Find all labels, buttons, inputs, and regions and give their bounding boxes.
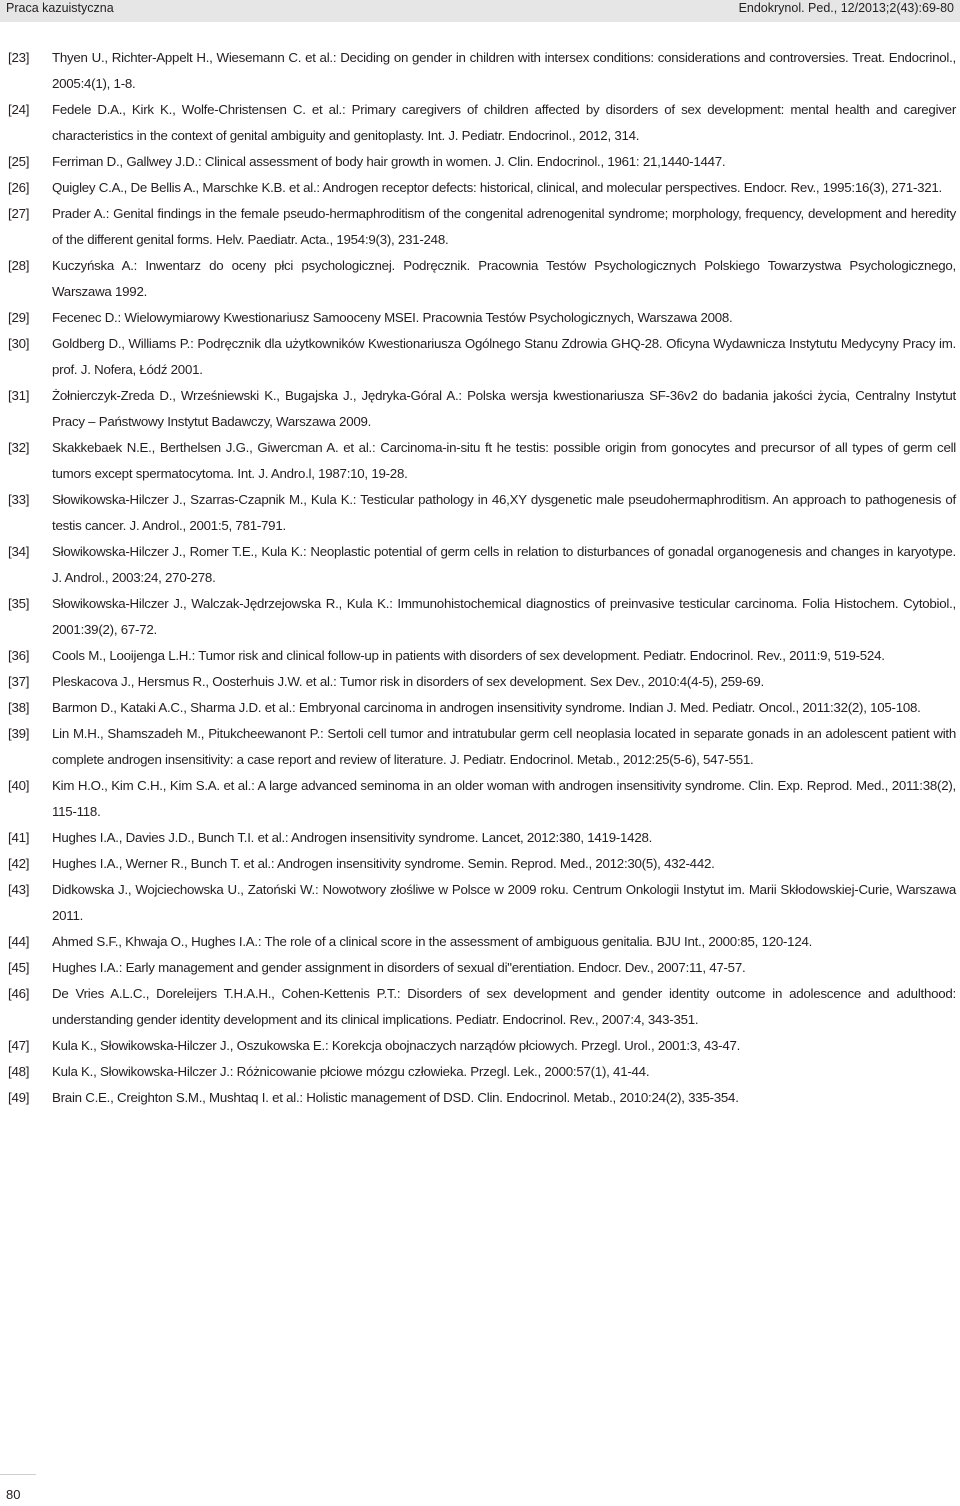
reference-number: [23]	[8, 50, 30, 65]
page-number: 80	[6, 1487, 21, 1502]
running-header	[0, 0, 960, 22]
reference-item	[8, 643, 956, 669]
reference-text: Cools M., Looijenga L.H.: Tumor risk and clinical follow-up in patients with disorders of sex development. Pediatr. Endocrinol. Rev., 2011:9, 519-524.	[52, 648, 885, 663]
reference-text: Kuczyńska A.: Inwentarz do oceny płci psychologicznej. Podręcznik. Pracownia Testów Psychologicznych Polskiego Towarzystwa Psychologicznego, Warszawa 1992.	[52, 258, 956, 299]
reference-number: [39]	[8, 726, 30, 741]
reference-item	[8, 955, 956, 981]
reference-number: [38]	[8, 700, 30, 715]
reference-number: [47]	[8, 1038, 30, 1053]
reference-text: Pleskacova J., Hersmus R., Oosterhuis J.W. et al.: Tumor risk in disorders of sex development. Sex Dev., 2010:4(4-5), 259-69.	[52, 674, 764, 689]
reference-text: Fedele D.A., Kirk K., Wolfe-Christensen C. et al.: Primary caregivers of children affected by disorders of sex development: mental health and caregiver characteristics in the context of genital ambiguity and genitoplasty. Int. J. Pediatr. Endocrinol., 2012, 314.	[52, 102, 956, 143]
reference-item	[8, 97, 956, 149]
reference-text: Słowikowska-Hilczer J., Romer T.E., Kula K.: Neoplastic potential of germ cells in relation to disturbances of gonadal organogenesis and changes in karyotype. J. Androl., 2003:24, 270-278.	[52, 544, 956, 585]
reference-number: [49]	[8, 1090, 30, 1105]
reference-number: [42]	[8, 856, 30, 871]
reference-text: Kim H.O., Kim C.H., Kim S.A. et al.: A large advanced seminoma in an older woman with androgen insensitivity syndrome. Clin. Exp. Reprod. Med., 2011:38(2), 115-118.	[52, 778, 956, 819]
reference-text: Prader A.: Genital findings in the female pseudo-hermaphroditism of the congenital adrenogenital syndrome; morphology, frequency, development and heredity of the different genital forms. Helv. Paediatr. Acta., 1954:9(3), 231-248.	[52, 206, 956, 247]
reference-item	[8, 669, 956, 695]
reference-text: Skakkebaek N.E., Berthelsen J.G., Giwercman A. et al.: Carcinoma-in-situ ft he testis: possible origin from gonocytes and precursor of all types of germ cell tumors except spermatocytoma. Int. J. Andro.l, 1987:10, 19-28.	[52, 440, 956, 481]
reference-item	[8, 981, 956, 1033]
reference-item	[8, 331, 956, 383]
reference-item	[8, 383, 956, 435]
reference-number: [40]	[8, 778, 30, 793]
reference-text: Quigley C.A., De Bellis A., Marschke K.B. et al.: Androgen receptor defects: historical, clinical, and molecular perspectives. Endocr. Rev., 1995:16(3), 271-321.	[52, 180, 943, 195]
reference-number: [27]	[8, 206, 30, 221]
reference-number: [25]	[8, 154, 30, 169]
reference-item	[8, 435, 956, 487]
reference-text: Barmon D., Kataki A.C., Sharma J.D. et al.: Embryonal carcinoma in androgen insensitivity syndrome. Indian J. Med. Pediatr. Oncol., 2011:32(2), 105-108.	[52, 700, 921, 715]
reference-text: Słowikowska-Hilczer J., Walczak-Jędrzejowska R., Kula K.: Immunohistochemical diagnostics of preinvasive testicular carcinoma. Folia Histochem. Cytobiol., 2001:39(2), 67-72.	[52, 596, 956, 637]
reference-text: Ahmed S.F., Khwaja O., Hughes I.A.: The role of a clinical score in the assessment of ambiguous genitalia. BJU Int., 2000:85, 120-124.	[52, 934, 813, 949]
reference-number: [32]	[8, 440, 30, 455]
reference-text: Goldberg D., Williams P.: Podręcznik dla użytkowników Kwestionariusza Ogólnego Stanu Zdrowia GHQ-28. Oficyna Wydawnicza Instytutu Medycyny Pracy im. prof. J. Nofera, Łódź 2001.	[52, 336, 956, 377]
reference-text: Ferriman D., Gallwey J.D.: Clinical assessment of body hair growth in women. J. Clin. Endocrinol., 1961: 21,1440-1447.	[52, 154, 726, 169]
article-type-label: Praca kazuistyczna	[6, 1, 114, 15]
reference-text: Fecenec D.: Wielowymiarowy Kwestionariusz Samooceny MSEI. Pracownia Testów Psychologicznych, Warszawa 2008.	[52, 310, 733, 325]
reference-item	[8, 929, 956, 955]
reference-text: Hughes I.A., Davies J.D., Bunch T.I. et al.: Androgen insensitivity syndrome. Lancet, 2012:380, 1419-1428.	[52, 830, 653, 845]
reference-item	[8, 487, 956, 539]
reference-text: Didkowska J., Wojciechowska U., Zatoński W.: Nowotwory złośliwe w Polsce w 2009 roku. Centrum Onkologii Instytut im. Marii Skłodowskiej-Curie, Warszawa 2011.	[52, 882, 956, 923]
reference-number: [29]	[8, 310, 30, 325]
reference-item	[8, 695, 956, 721]
reference-item	[8, 45, 956, 97]
reference-item	[8, 825, 956, 851]
reference-number: [48]	[8, 1064, 30, 1079]
reference-number: [43]	[8, 882, 30, 897]
reference-item	[8, 721, 956, 773]
reference-text: De Vries A.L.C., Doreleijers T.H.A.H., Cohen-Kettenis P.T.: Disorders of sex development and gender identity outcome in adolescence and adulthood: understanding gender identity development and its clinical implications. Pediatr. Endocrinol. Rev., 2007:4, 343-351.	[52, 986, 956, 1027]
reference-text: Kula K., Słowikowska-Hilczer J.: Różnicowanie płciowe mózgu człowieka. Przegl. Lek., 2000:57(1), 41-44.	[52, 1064, 650, 1079]
reference-text: Hughes I.A., Werner R., Bunch T. et al.: Androgen insensitivity syndrome. Semin. Reprod. Med., 2012:30(5), 432-442.	[52, 856, 715, 871]
reference-item	[8, 201, 956, 253]
reference-item	[8, 175, 956, 201]
reference-text: Hughes I.A.: Early management and gender assignment in disorders of sexual di"erentiation. Endocr. Dev., 2007:11, 47-57.	[52, 960, 746, 975]
reference-number: [31]	[8, 388, 30, 403]
reference-text: Słowikowska-Hilczer J., Szarras-Czapnik M., Kula K.: Testicular pathology in 46,XY dysgenetic male pseudohermaphroditism. An approach to pathogenesis of testis cancer. J. Androl., 2001:5, 781-791.	[52, 492, 956, 533]
reference-number: [44]	[8, 934, 30, 949]
reference-number: [36]	[8, 648, 30, 663]
reference-item	[8, 773, 956, 825]
reference-item	[8, 1059, 956, 1085]
reference-number: [34]	[8, 544, 30, 559]
reference-text: Lin M.H., Shamszadeh M., Pitukcheewanont P.: Sertoli cell tumor and intratubular germ cell neoplasia located in separate gonads in an adolescent patient with complete androgen insensitivity: a case report and review of literature. J. Pediatr. Endocrinol. Metab., 2012:25(5-6), 547-551.	[52, 726, 956, 767]
reference-item	[8, 253, 956, 305]
reference-text: Thyen U., Richter-Appelt H., Wiesemann C. et al.: Deciding on gender in children with intersex conditions: considerations and controversies. Treat. Endocrinol., 2005:4(1), 1-8.	[52, 50, 956, 91]
reference-text: Brain C.E., Creighton S.M., Mushtaq I. et al.: Holistic management of DSD. Clin. Endocrinol. Metab., 2010:24(2), 335-354.	[52, 1090, 739, 1105]
reference-number: [28]	[8, 258, 30, 273]
reference-item	[8, 149, 956, 175]
reference-number: [46]	[8, 986, 30, 1001]
reference-item	[8, 539, 956, 591]
reference-item	[8, 1085, 956, 1111]
reference-number: [45]	[8, 960, 30, 975]
reference-number: [30]	[8, 336, 30, 351]
reference-item	[8, 851, 956, 877]
reference-number: [26]	[8, 180, 30, 195]
reference-number: [24]	[8, 102, 30, 117]
reference-item	[8, 305, 956, 331]
reference-number: [37]	[8, 674, 30, 689]
reference-text: Kula K., Słowikowska-Hilczer J., Oszukowska E.: Korekcja obojnaczych narządów płciowych. Przegl. Urol., 2001:3, 43-47.	[52, 1038, 741, 1053]
reference-number: [33]	[8, 492, 30, 507]
journal-citation: Endokrynol. Ped., 12/2013;2(43):69-80	[738, 1, 954, 15]
reference-text: Żołnierczyk-Zreda D., Wrześniewski K., Bugajska J., Jędryka-Góral A.: Polska wersja kwestionariusza SF-36v2 do badania jakości życia, Centralny Instytut Pracy – Państwowy Instytut Badawczy, Warszawa 2009.	[52, 388, 956, 429]
reference-item	[8, 1033, 956, 1059]
reference-item	[8, 591, 956, 643]
reference-number: [35]	[8, 596, 30, 611]
footer-rule	[0, 1474, 36, 1475]
reference-list	[8, 45, 956, 1111]
reference-item	[8, 877, 956, 929]
reference-number: [41]	[8, 830, 30, 845]
